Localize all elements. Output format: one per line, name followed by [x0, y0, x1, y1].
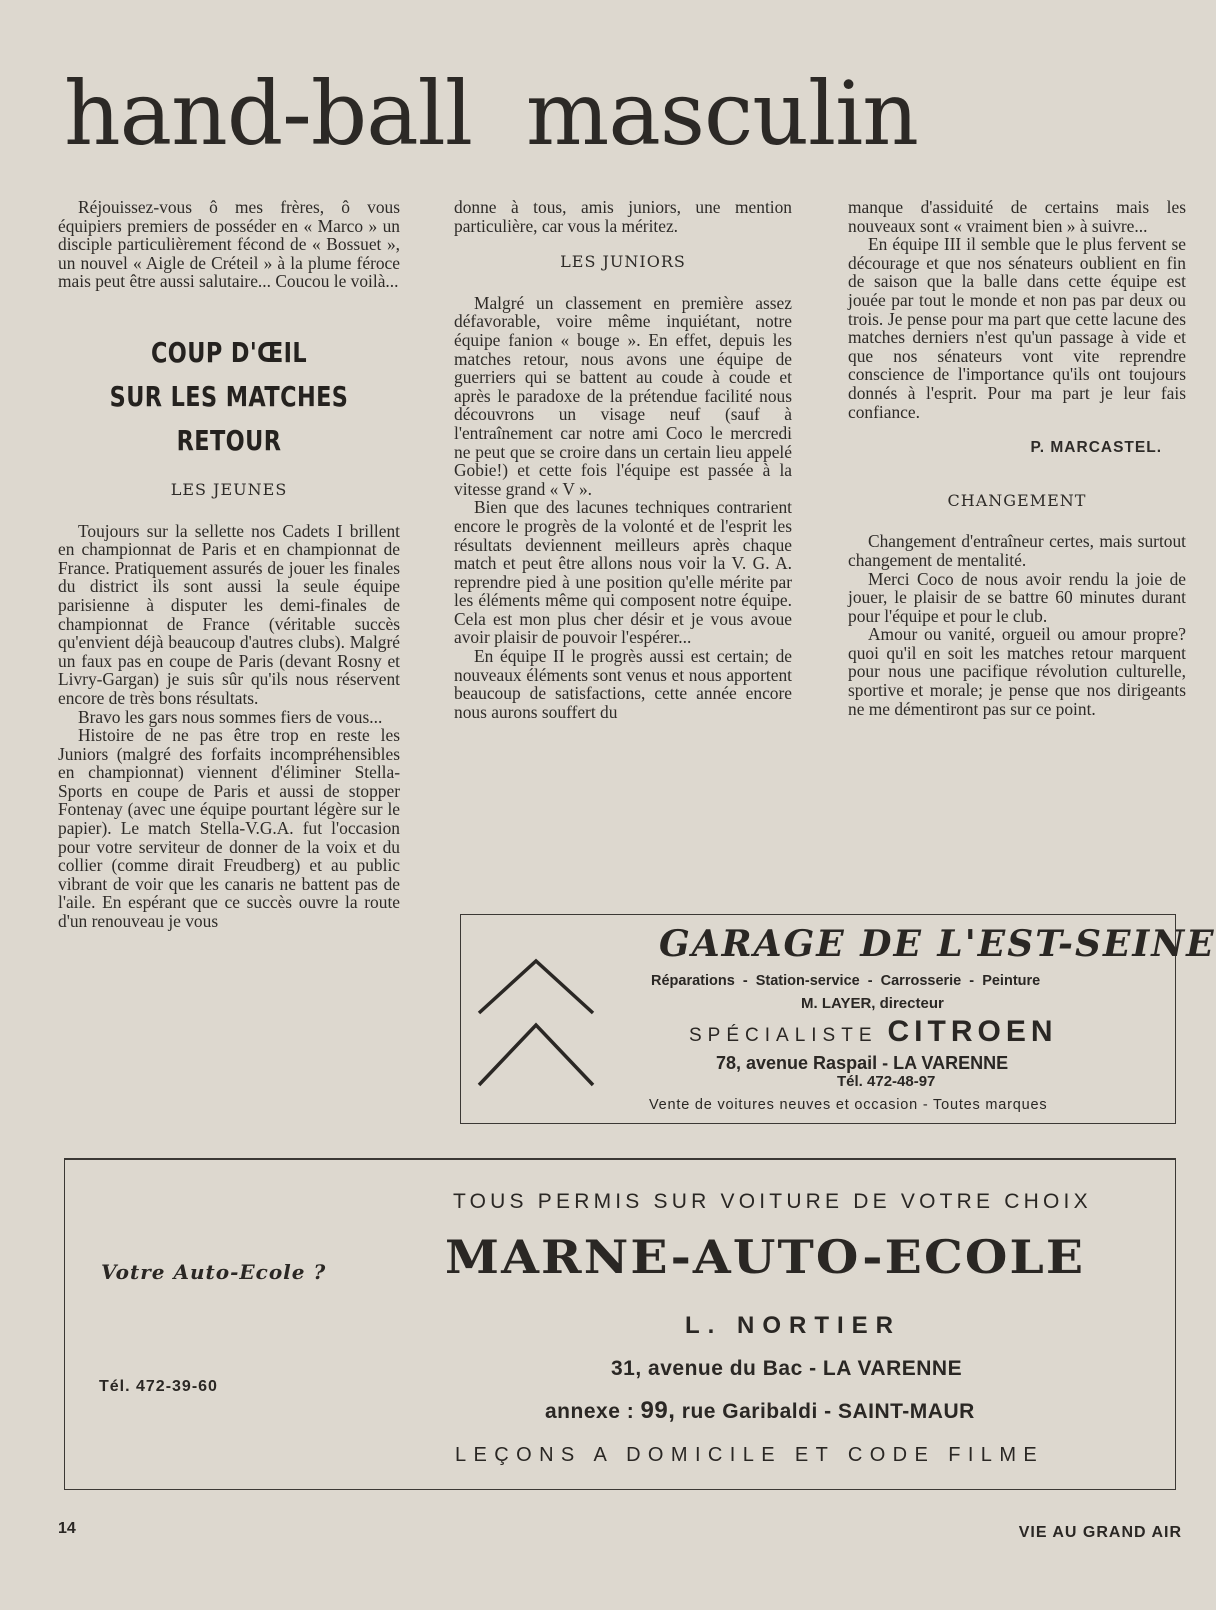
- article-column-3: [848, 198, 1186, 718]
- article-column-2: [454, 198, 792, 721]
- section-title-line: COUP D'ŒIL: [150, 335, 308, 369]
- article-paragraph: En équipe III il semble que le plus fervent se décourage et que nos sénateurs oublient en fin de saison que la balle dans cette équipe est jouée par tout le monde et non pas par deux ou trois. Je pense pour ma part que cette lacune des matches derniers n'est qu'un passage à vide et que nos sénateurs vont vite reprendre conscience de l'importance qu'ils ont toujours donnés à l'esprit. Pour ma part je leur fais confiance.: [848, 234, 1186, 422]
- subhead-changement: CHANGEMENT: [947, 490, 1087, 510]
- article-column-1: [58, 198, 400, 931]
- article-paragraph: donne à tous, amis juniors, une mention particulière, car vous la méritez.: [454, 197, 792, 236]
- garage-title: GARAGE DE L'EST-SEINE: [659, 923, 1216, 965]
- article-paragraph: Amour ou vanité, orgueil ou amour propre? quoi qu'il en soit les matches retour marquent pour nous une pacifique révolution culturelle, sportive et morale; je pense que nos dirigeants ne me démentiront pas sur ce point.: [848, 624, 1186, 719]
- ecole-top-line: TOUS PERMIS SUR VOITURE DE VOTRE CHOIX: [453, 1190, 1092, 1213]
- garage-services: Réparations - Station-service - Carrosserie - Peinture: [651, 973, 1041, 989]
- specialist-label: SPÉCIALISTE: [689, 1025, 878, 1046]
- article-paragraph: manque d'assiduité de certains mais les nouveaux sont « vraiment bien » à suivre...: [848, 197, 1186, 236]
- garage-sales-line: Vente de voitures neuves et occasion - Toutes marques: [649, 1097, 1048, 1113]
- ecole-tagline: Votre Auto-Ecole ?: [101, 1260, 327, 1284]
- author-signature: P. MARCASTEL.: [1030, 439, 1162, 457]
- ecole-bottom-line: LEÇONS A DOMICILE ET CODE FILME: [455, 1444, 1045, 1466]
- article-paragraph: Bien que des lacunes techniques contrarient encore le progrès de la volonté et de l'esprit les résultats deviennent meilleurs après chaque match et peut être allons nous voir la V. G. A. reprendre pied à une position qu'elle mérite par les éléments même qui composent notre équipe. Cela est mon plus cher désir et je vous avoue avoir plaisir de pouvoir l'espérer...: [454, 497, 792, 648]
- subhead-les-juniors: LES JUNIORS: [560, 252, 686, 272]
- garage-specialist: [689, 1015, 1058, 1049]
- ecole-owner: L. NORTIER: [685, 1312, 901, 1339]
- brand-name: CITROEN: [887, 1015, 1058, 1048]
- section-title: [92, 331, 366, 463]
- article-paragraph: En équipe II le progrès aussi est certain; de nouveaux éléments sont venus et nous apportent beaucoup de satisfactions, cette année encore nous aurons souffert du: [454, 646, 792, 722]
- ecole-annexe: [545, 1397, 975, 1425]
- section-title-line: RETOUR: [176, 423, 282, 457]
- garage-address: 78, avenue Raspail - LA VARENNE: [716, 1053, 1009, 1073]
- ad-marne-auto-ecole: [64, 1158, 1176, 1490]
- article-paragraph: Changement d'entraîneur certes, mais surtout changement de mentalité.: [848, 531, 1186, 570]
- subhead-les-jeunes: LES JEUNES: [170, 479, 288, 499]
- citroen-chevrons-icon: [471, 943, 601, 1091]
- ad-garage-est-seine: [460, 914, 1216, 1124]
- garage-director: M. LAYER, directeur: [801, 995, 944, 1012]
- article-paragraph: Histoire de ne pas être trop en reste les Juniors (malgré des forfaits incompréhensibles en championnat) viennent d'éliminer Stella-Sports en coupe de Paris et aussi de stopper Fontenay (avec une équipe pourtant légère sur le papier). Le match Stella-V.G.A. fut l'occasion pour votre serviteur de donner de la voix et du collier (comme dirait Freudberg) et au public vibrant de voir que les canaris ne battent pas de l'aile. En espérant que ce succès ouvre la route d'un renouveau je vous: [58, 725, 400, 932]
- section-title-line: SUR LES MATCHES: [109, 379, 349, 413]
- article-paragraph: Toujours sur la sellette nos Cadets I brillent en championnat de Paris et en championnat de France. Pratiquement assurés de jouer les finales du district ils sont aussi la seule équipe parisienne à disputer les demi-finales de championnat de France (véritable succès qu'envient déjà beaucoup d'autres clubs). Malgré un faux pas en coupe de Paris (devant Rosny et Livry-Gargan) je suis sûr qu'ils nous réservent encore de très bons résultats.: [58, 520, 400, 708]
- article-paragraph: Bravo les gars nous sommes fiers de vous...: [78, 706, 383, 727]
- garage-phone: Tél. 472-48-97: [837, 1073, 936, 1090]
- article-paragraph: Merci Coco de nous avoir rendu la joie de jouer, le plaisir de se battre 60 minutes durant pour l'équipe et pour le club.: [848, 568, 1186, 626]
- page-number: 14: [58, 1520, 76, 1537]
- ecole-phone: Tél. 472-39-60: [99, 1378, 218, 1395]
- article-paragraph: Malgré un classement en première assez défavorable, voire même inquiétant, notre équipe fanion « bouge ». En effet, depuis les matches retour, nous avons une équipe de guerriers qui se battent au coude à coude et après le paradoxe de la prétendue facilité nous découvrons un visage neuf (sauf à l'entraînement car notre ami Coco le mercredi ne peut que se croire dans un certain lieu appelé Gobie!) et cette fois l'équipe est passée à la vitesse grand « V ».: [454, 292, 792, 499]
- ecole-name: MARNE-AUTO-ECOLE: [445, 1230, 1086, 1284]
- annexe-street: rue Garibaldi - SAINT-MAUR: [681, 1400, 975, 1423]
- magazine-name: VIE AU GRAND AIR: [1018, 1524, 1182, 1541]
- intro-paragraph: Réjouissez-vous ô mes frères, ô vous équipiers premiers de posséder en « Marco » un disciple particulièrement fécond de « Bossuet », un nouvel « Aigle de Créteil » à la plume féroce mais peut être aussi salutaire... Coucou le voilà...: [58, 197, 400, 292]
- annexe-label: annexe :: [545, 1400, 635, 1423]
- ecole-address: 31, avenue du Bac - LA VARENNE: [611, 1357, 963, 1380]
- page-title: hand-ball masculin: [64, 62, 918, 165]
- annexe-number: 99,: [640, 1397, 676, 1424]
